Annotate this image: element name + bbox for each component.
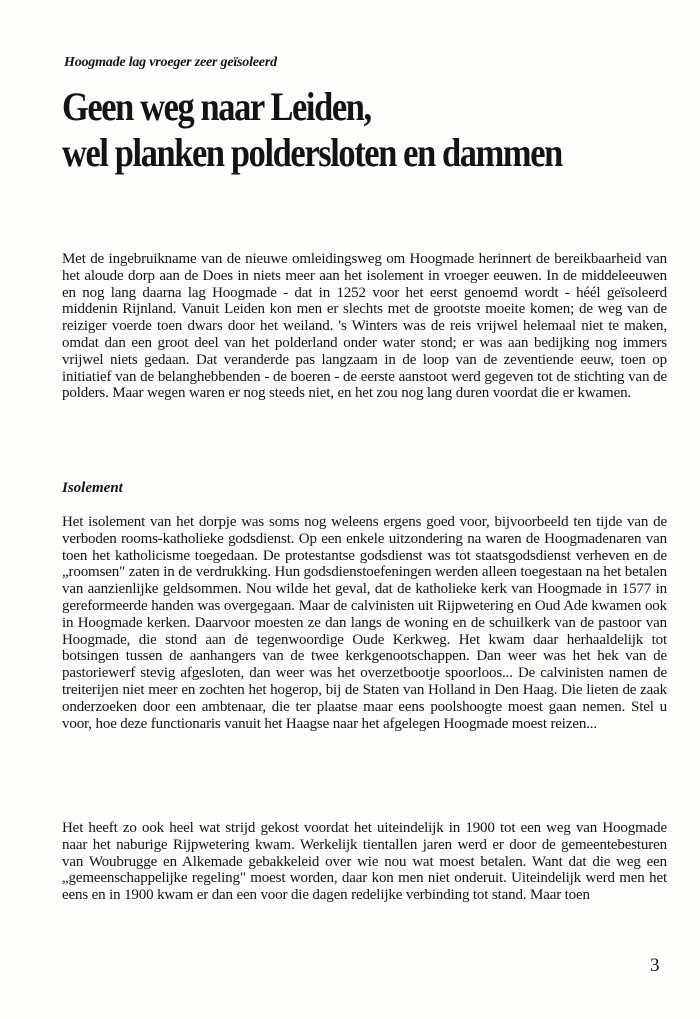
road-paragraph: Het heeft zo ook heel wat strijd gekost voordat het uiteindelijk in 1900 tot een weg van Hoogmade naar het naburige Rijpwetering kwam. Werkelijk tientallen jaren werd er door de gemeentebesturen van Woubrugge en Alkemade gebakkeleid over wie nou wat moest betalen. Want dat die weg een „gemeenschappelijke regeling" moest worden, daar kon men niet onderuit. Uiteindelijk werd men het eens en in 1900 kwam er dan een voor die dagen redelijke verbinding tot stand. Maar toen	[62, 820, 667, 904]
article-kicker: Hoogmade lag vroeger zeer geïsoleerd	[64, 55, 277, 70]
article-headline	[62, 84, 595, 176]
section-heading: Isolement	[62, 480, 123, 496]
intro-paragraph: Met de ingebruikname van de nieuwe omleidingsweg om Hoogmade herinnert de bereikbaarheid van het aloude dorp aan de Does in niets meer aan het isolement in vroeger eeuwen. In de middeleeuwen en nog lang daarna lag Hoogmade - dat in 1252 voor het eerst genoemd wordt - héél geïsoleerd middenin Rijnland. Vanuit Leiden kon men er slechts met de grootste moeite komen; de weg van de reiziger voerde toen dwars door het weiland. 's Winters was de reis vrijwel helemaal niet te maken, omdat dan een groot deel van het polderland onder water stond; er was aan bedijking nog immers vrijwel niets gedaan. Dat veranderde pas langzaam in de loop van de zeventiende eeuw, toen op initiatief van de belanghebbenden - de boeren - de eerste aanstoot werd gegeven tot de stichting van de polders. Maar wegen waren er nog steeds niet, en het zou nog lang duren voordat die er kwamen.	[62, 251, 667, 402]
headline-line-1: Geen weg naar Leiden,	[62, 84, 371, 129]
headline-line-2: wel planken poldersloten en dammen	[62, 130, 562, 175]
isolement-paragraph: Het isolement van het dorpje was soms nog weleens ergens goed voor, bijvoorbeeld ten tijde van de verboden rooms-katholieke godsdienst. Op een enkele uitzondering na waren de Hoogmadenaren van toen het katholicisme toegedaan. De protestantse godsdienst was tot staatsgodsdienst verheven en de „roomsen" zaten in de verdrukking. Hun godsdienstoefeningen werden alleen toegestaan na het betalen van aanzienlijke geldsommen. Nou wilde het geval, dat de katholieke kerk van Hoogmade in 1577 in gereformeerde handen was overgegaan. Maar de calvinisten uit Rijpwetering en Oud Ade kwamen ook in Hoogmade kerken. Daarvoor moesten ze dan langs de woning en de schuilkerk van de pastoor van Hoogmade, die stond aan de tegenwoordige Oude Kerkweg. Het kwam daar herhaaldelijk tot botsingen tussen de aanhangers van de twee kerkgenootschappen. Dan weer was het hek van de pastoriewerf stevig afgesloten, dan weer was het overzetbootje spoorloos... De calvinisten namen de treiterijen niet meer en zochten het hogerop, bij de Staten van Holland in Den Haag. Die lieten de zaak onderzoeken door een ambtenaar, die ter plaatse maar eens poolshoogte moest gaan nemen. Stel u voor, hoe deze functionaris vanuit het Haagse naar het afgelegen Hoogmade moest reizen...	[62, 514, 667, 732]
page-number: 3	[650, 955, 660, 976]
